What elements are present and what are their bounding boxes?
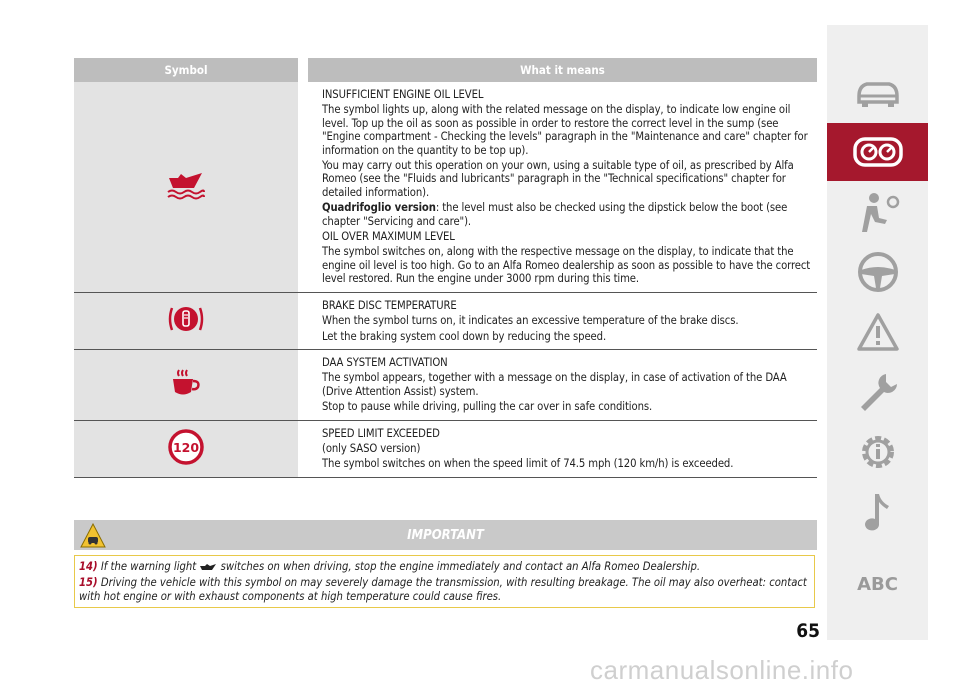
header-meaning: What it means [308, 58, 817, 82]
sidebar-item-emergency[interactable] [827, 303, 928, 361]
speed-limit-icon [168, 429, 204, 469]
row-title: INSUFFICIENT ENGINE OIL LEVEL [322, 88, 484, 101]
meaning-cell [308, 350, 817, 420]
important-title: IMPORTANT [407, 527, 484, 543]
row-paragraph: You may carry out this operation on your own, using a suitable type of oil, as prescribed by Alfa Romeo (see the "Fluids and lubricants" paragraph in the "Technical specifications" chapter for detailed information). [322, 159, 794, 199]
car-icon [853, 72, 903, 112]
table-header [74, 58, 817, 82]
important-notes [74, 555, 815, 608]
engine-oil-level-icon [166, 170, 206, 204]
note-14: 14) If the warning light switches on when driving, stop the engine immediately and contact an Alfa Romeo Dealership. [79, 560, 701, 573]
row-paragraph: When the symbol turns on, it indicates an excessive temperature of the brake discs. [322, 314, 739, 328]
meaning-cell [308, 293, 817, 349]
symbol-cell [74, 421, 298, 477]
chapter-sidebar [827, 25, 928, 640]
row-paragraph: The symbol switches on when the speed limit of 74.5 mph (120 km/h) is exceeded. [322, 457, 734, 471]
meaning-cell [308, 421, 817, 477]
note-15: 15) Driving the vehicle with this symbol on may severely damage the transmission, with resulting breakage. The oil may also overheat: contact with hot engine or with exhaust components at high temperature could cause fires. [79, 576, 807, 603]
coffee-cup-icon [170, 368, 202, 402]
important-header [74, 520, 817, 550]
row-paragraph: The symbol lights up, along with the related message on the display, to indicate low engine oil level. Top up the oil as soon as possible in order to restore the correct level in the sump (see "Engine compartment - Checking the levels" paragraph in the "Maintenance and care" chapter for information on the quantity to be top up). [322, 103, 808, 157]
meaning-cell [308, 82, 817, 292]
page-number: 65 [796, 620, 820, 642]
steering-wheel-icon [856, 250, 900, 294]
svg-text:120: 120 [172, 439, 200, 455]
header-symbol: Symbol [74, 58, 298, 82]
symbol-cell [74, 350, 298, 420]
table-row [74, 293, 817, 350]
oil-can-inline-icon [199, 563, 217, 572]
symbol-cell [74, 293, 298, 349]
sidebar-item-index[interactable] [827, 555, 928, 613]
row-paragraph: Let the braking system cool down by reducing the speed. [322, 329, 607, 343]
row-paragraph: Stop to pause while driving, pulling the car over in safe conditions. [322, 400, 653, 414]
watermark: carmanualsonline.info [590, 655, 854, 685]
table-row [74, 421, 817, 478]
wrench-icon [856, 370, 900, 414]
row-title: SPEED LIMIT EXCEEDED [322, 426, 440, 440]
symbol-cell [74, 82, 298, 292]
sidebar-item-dashboard[interactable] [827, 123, 928, 181]
row-title: OIL OVER MAXIMUM LEVEL [322, 230, 455, 244]
warning-lights-table [74, 58, 817, 478]
brake-disc-temperature-icon [167, 303, 205, 339]
table-row [74, 350, 817, 421]
row-paragraph: Quadrifoglio version: the level must also be checked using the dipstick below the boot (see chapter "Servicing and care"). [322, 201, 788, 228]
table-row [74, 82, 817, 293]
row-paragraph: The symbol appears, together with a message on the display, in case of activation of the DAA (Drive Attention Assist) system. [322, 371, 787, 398]
sidebar-item-driving[interactable] [827, 243, 928, 301]
airbag-person-icon [853, 190, 903, 234]
sidebar-item-car[interactable] [827, 63, 928, 121]
sidebar-item-safety[interactable] [827, 183, 928, 241]
sidebar-item-maintenance[interactable] [827, 363, 928, 421]
row-paragraph: The symbol switches on, along with the respective message on the display, to indicate that the engine oil level is too high. Go to an Alfa Romeo dealership as soon as possible to have the correct level restored. Run the engine under 3000 rpm during this time. [322, 245, 811, 286]
dashboard-gauges-icon [852, 135, 904, 169]
info-gear-icon [856, 430, 900, 474]
sidebar-item-multimedia[interactable] [827, 483, 928, 541]
warning-triangle-icon [856, 312, 900, 352]
row-paragraph: (only SASO version) [322, 441, 421, 455]
row-title: BRAKE DISC TEMPERATURE [322, 298, 457, 312]
music-note-icon [863, 490, 893, 534]
sidebar-item-technical[interactable] [827, 423, 928, 481]
warning-car-icon [80, 523, 106, 549]
abc-index-label: ABC [857, 573, 898, 595]
bold-term: Quadrifoglio version [322, 201, 436, 215]
row-title: DAA SYSTEM ACTIVATION [322, 355, 448, 369]
